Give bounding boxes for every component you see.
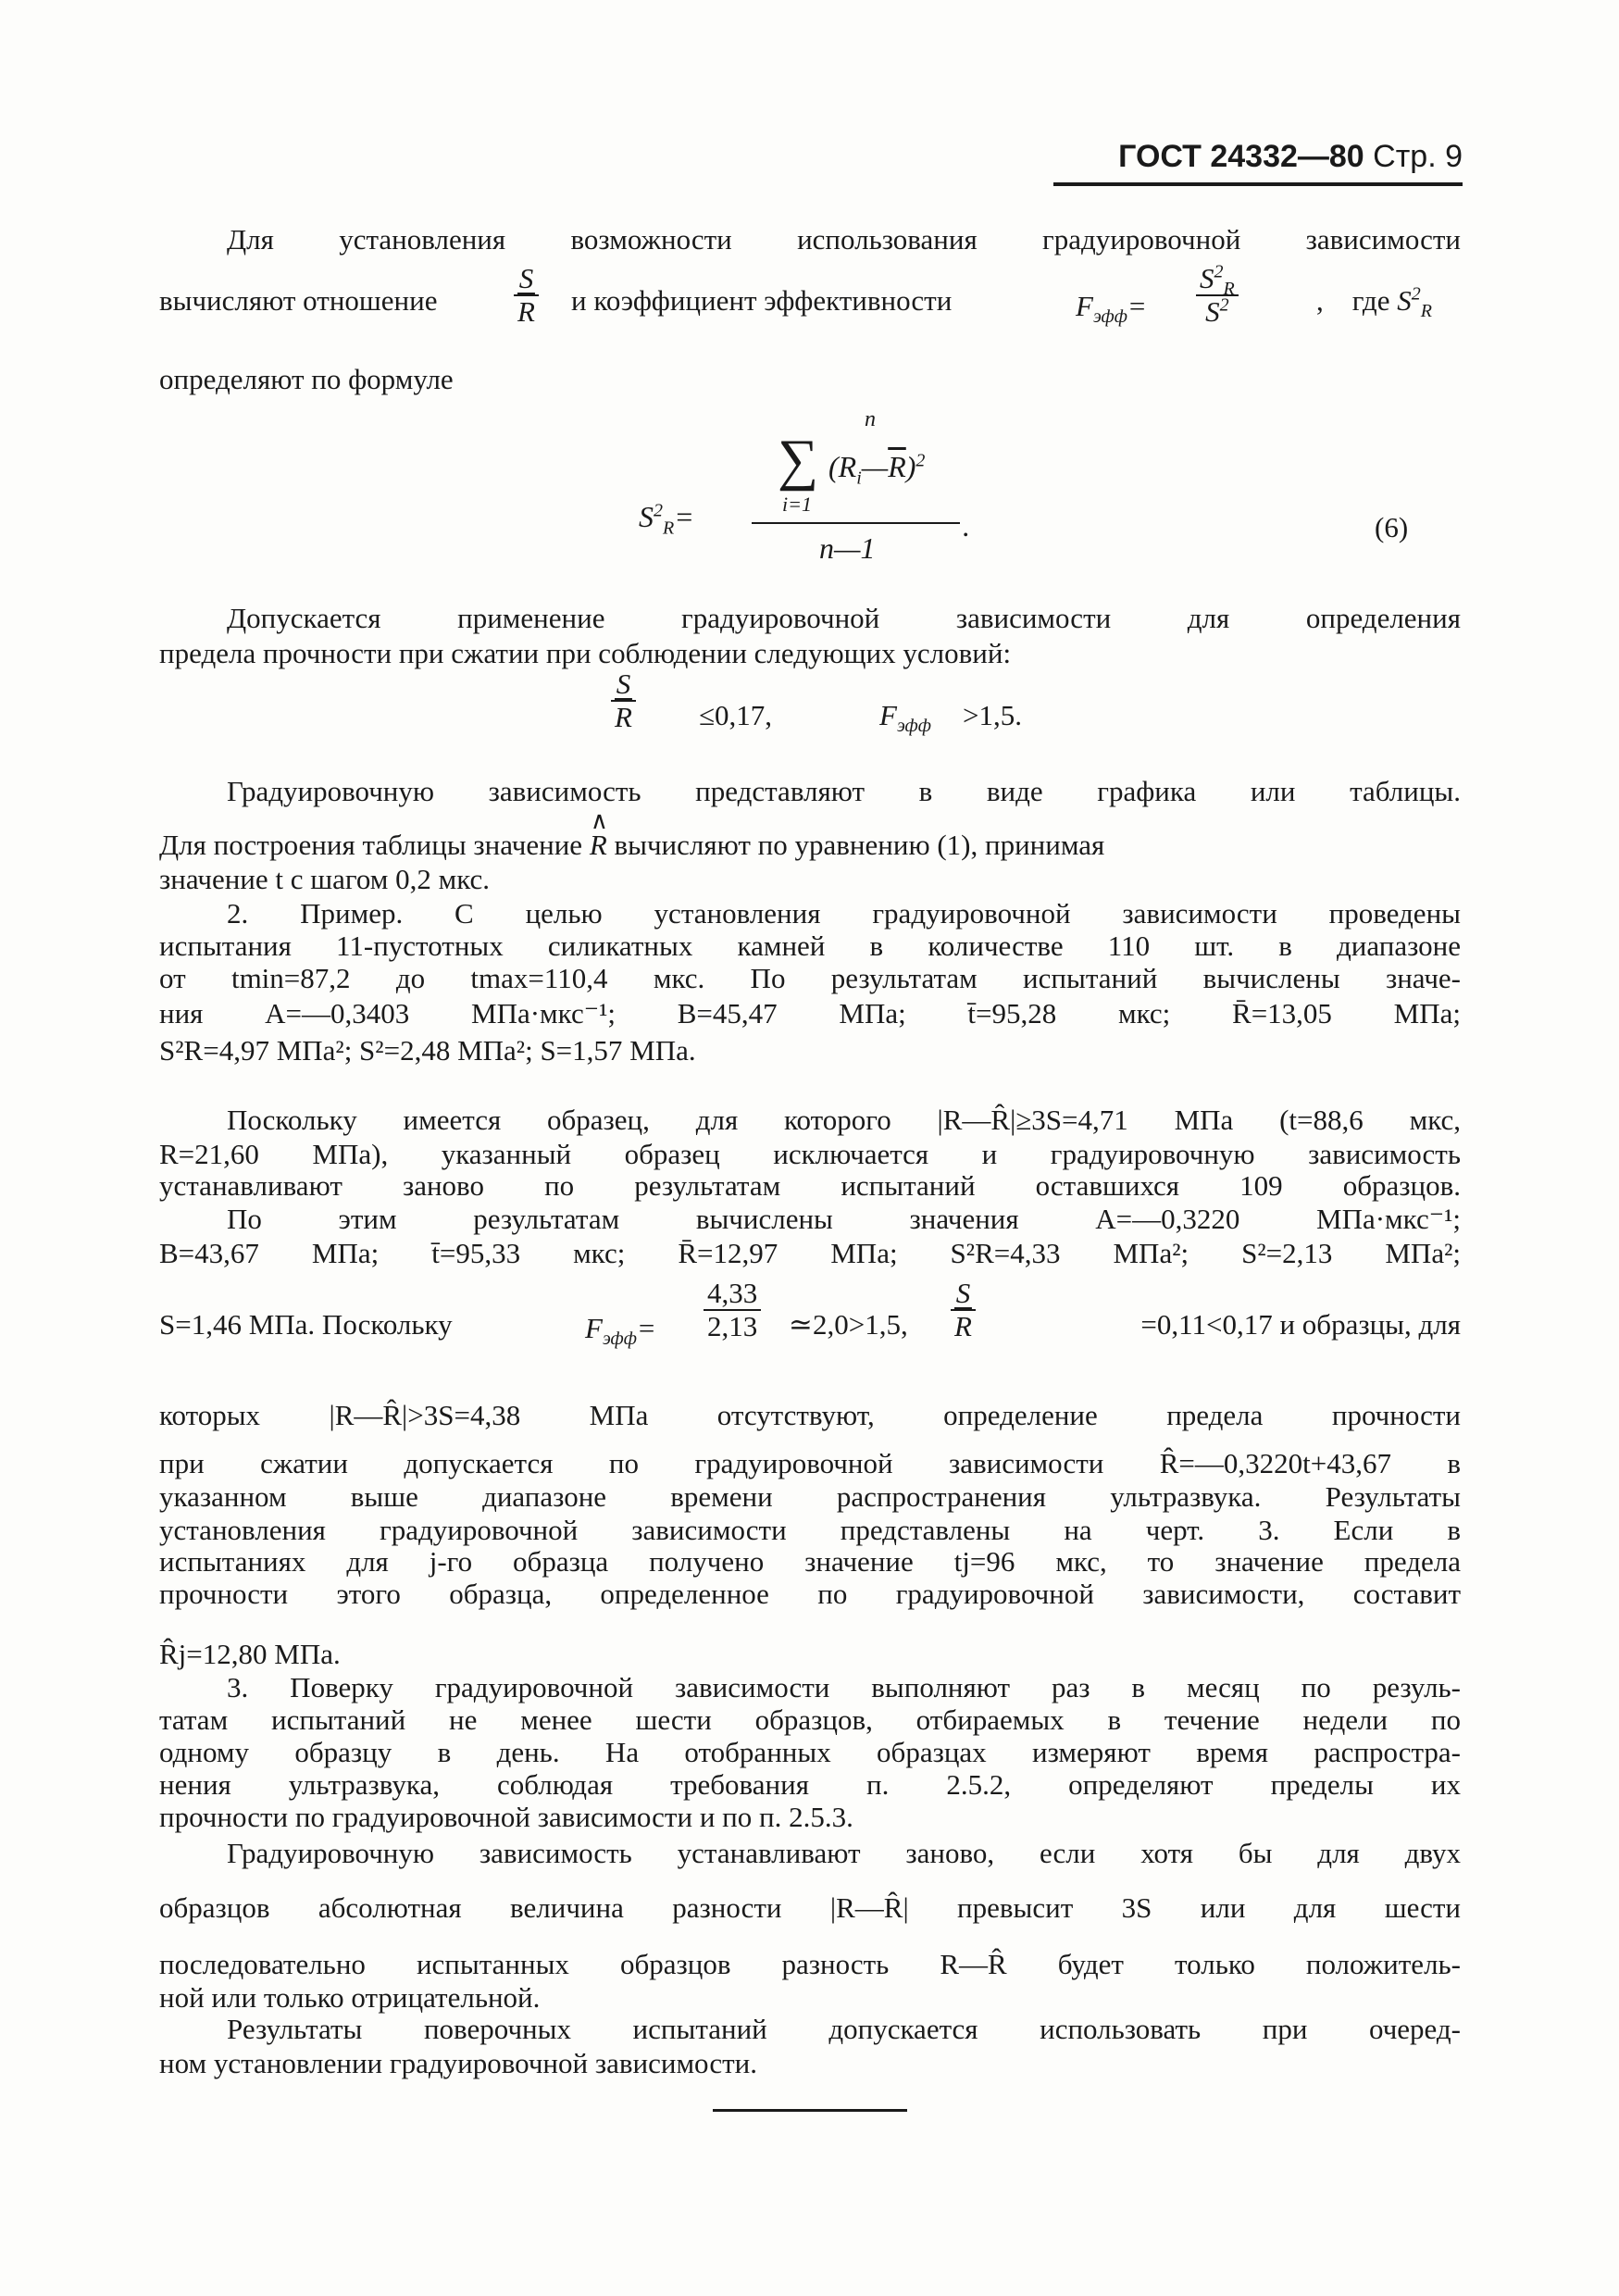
f-eff-symbol: $F_{эфф}=$ [1076,290,1147,328]
p5-line12: прочности этого образца, определенное по градуировочной зависимости, составит [159,1578,1461,1610]
p5-line7: которых |R—R̂|>3S=4,38 МПа отсутствуют, определение предела прочности [159,1399,1461,1431]
p1-line1: Для установления возможности использования градуировочной зависимости [227,223,1461,256]
end-rule [713,2109,907,2112]
r-hat: ∧ R [590,830,607,861]
p2-line2: предела прочности при сжатии при соблюдении следующих условий: [159,637,1012,669]
p7-line2: образцов абсолютная величина разности |R—R̂| превысит 3S или для шести [159,1891,1461,1924]
f-eff-inline: $F_{эфф}=$ [585,1312,656,1350]
p8-line1: Результаты поверочных испытаний допускается использовать при очеред- [227,2013,1461,2045]
p4-line5: S²R=4,97 МПа²; S²=2,48 МПа²; S=1,57 МПа. [159,1034,696,1067]
p8-line2: ном установлении градуировочной зависимости. [159,2047,757,2079]
p6-line4: нения ультразвука, соблюдая требования п. 2.5.2, определяют пределы их [159,1768,1461,1801]
p3-line3: значение t с шагом 0,2 мкс. [159,863,491,895]
text-where: , где $S^2_R$ [1316,283,1432,322]
f-eff-value-fraction: $\frac{4,33}{2,13}$ [704,1278,761,1342]
p5-line5: B=43,67 МПа; t̄=95,33 мкс; R̄=12,97 МПа; S²R=4,33 МПа²; S²=2,13 МПа²; [159,1237,1461,1269]
p6-line1: 3. Поверку градуировочной зависимости выполняют раз в месяц по резуль- [227,1671,1461,1703]
p5-line1: Поскольку имеется образец, для которого |R—R̂|≥3S=4,71 МПа (t=88,6 мкс, [227,1104,1461,1136]
p4-line1: 2. Пример. С целью установления градуировочной зависимости проведены [227,897,1461,930]
p5-line4: По этим результатам вычислены значения A=—0,3220 МПа·мкс⁻¹; [227,1203,1461,1235]
text-and-coefficient: и коэффициент эффективности [571,284,953,317]
page-number: Стр. 9 [1373,139,1463,174]
p5-line8: при сжатии допускается по градуировочной зависимости R̂=—0,3220t+43,67 в [159,1447,1461,1479]
formula-number-6: (6) [1375,511,1409,543]
p6-line3: одному образцу в день. На отобранных образцах измеряют время распростра- [159,1736,1461,1768]
p7-line4: ной или только отрицательной. [159,1981,541,2014]
formula-6: $S^2_R=$ n ∑ $(R_i—\overline{R})^2$ i=1 n—1 . [639,407,970,565]
p3-line1: Градуировочную зависимость представляют в виде графика или таблицы. [227,775,1461,807]
p5-line9: указанном выше диапазоне времени распространения ультразвука. Результаты [159,1480,1461,1513]
p1-line3: определяют по формуле [159,363,454,395]
ratio-s-over-rbar: $\frac{S}{R}$ [514,263,539,328]
p5-line10: установления градуировочной зависимости представлены на черт. 3. Если в [159,1514,1461,1546]
p4-line4: ния A=—0,3403 МПа·мкс⁻¹; B=45,47 МПа; t̄=95,28 мкс; R̄=13,05 МПа; [159,997,1461,1029]
header-rule [1053,182,1463,186]
p7-line3: последовательно испытанных образцов разность R—R̂ будет только положитель- [159,1948,1461,1980]
f-eff-fraction: $\frac{S^2_R}{S^2}$ [1196,263,1239,328]
cond1: ≤0,17, [699,699,773,731]
p6-line2: татам испытаний не менее шести образцов, отбираемых в течение недели по [159,1703,1461,1736]
p4-line2: испытания 11-пустотных силикатных камней в количестве 110 шт. в диапазоне [159,930,1461,962]
p6-line5: прочности по градуировочной зависимости и по п. 2.5.3. [159,1801,853,1833]
page-header [1055,139,1463,175]
cond-fraction: $\frac{S}{R}$ [611,668,636,733]
p5-line3: устанавливают заново по результатам испытаний оставшихся 109 образцов. [159,1169,1461,1202]
p5-line6: S=1,46 МПа. Поскольку $F_{эфф}=$ $\frac{4,33}{2,13}$ ≃2,0>1,5, $\frac{S}{R}$ =0,11<0,17 и образцы, для [159,1277,1461,1350]
text-compute-ratio: вычисляют отношение [159,284,438,317]
p3-line2: Для построения таблицы значение ∧ R вычисляют по уравнению (1), принимая [159,830,1461,861]
p2-line1: Допускается применение градуировочной зависимости для определения [227,602,1461,634]
cond2-symbol: $F_{эфф}$ [879,699,931,737]
p5-line11: испытаниях для j-го образца получено значение tj=96 мкс, то значение предела [159,1545,1461,1578]
conditions [611,668,1166,761]
p5-line13: R̂j=12,80 МПа. [159,1638,341,1670]
p7-line1: Градуировочную зависимость устанавливают заново, если хотя бы для двух [227,1837,1461,1869]
p5-line2: R=21,60 МПа), указанный образец исключается и градуировочную зависимость [159,1138,1461,1170]
s-over-r-inline: $\frac{S}{R}$ [951,1278,976,1342]
gost-number: ГОСТ 24332—80 [1118,139,1364,174]
p4-line3: от tmin=87,2 до tmax=110,4 мкс. По результатам испытаний вычислены значе- [159,962,1461,994]
p1-line2 [159,263,1461,337]
cond2: >1,5. [963,699,1022,731]
